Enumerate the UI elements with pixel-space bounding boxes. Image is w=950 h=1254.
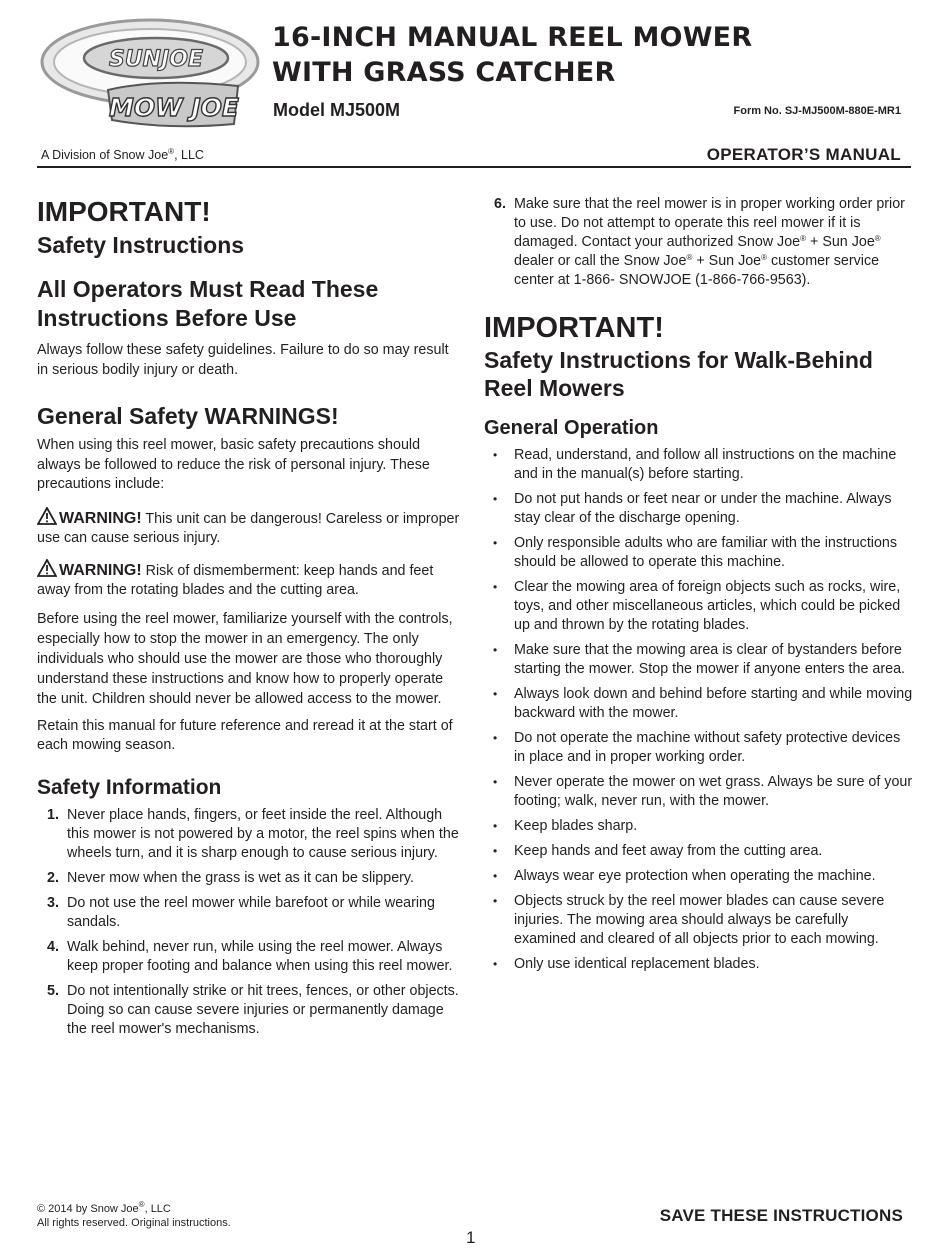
list-item: 4. Walk behind, never run, while using the reel mower. Always keep proper footing and balance when using this reel mower. bbox=[47, 938, 453, 974]
important-heading-2: IMPORTANT! bbox=[484, 312, 664, 344]
warning-label: WARNING! bbox=[59, 509, 142, 527]
warning-triangle-icon bbox=[37, 507, 57, 525]
list-item: 2. Never mow when the grass is wet as it can be slippery. bbox=[47, 869, 414, 886]
general-operation-heading: General Operation bbox=[484, 417, 659, 439]
safety-information-list bbox=[37, 806, 462, 1039]
before-using-text: Before using the reel mower, familiarize yourself with the controls, especially how to stop the mower in an emergency. The only individuals who should use the mower are those who thoroughly understand these instructions and know how to properly operate the unit. Children should never be allowed access to the mower. bbox=[37, 610, 453, 707]
warning-paragraph-1: WARNING! This unit can be dangerous! Careless or improper use can cause serious injury. bbox=[37, 507, 462, 549]
warning-triangle-icon bbox=[37, 559, 57, 577]
list-item: • Clear the mowing area of foreign objects such as rocks, wire, toys, and other miscellaneous articles, which could be picked up and thrown by the rotating blades. bbox=[493, 579, 901, 633]
list-item: • Never operate the mower on wet grass. Always be sure of your footing; walk, never run, with the mower. bbox=[493, 774, 913, 809]
list-item: • Do not put hands or feet near or under the machine. Always stay clear of the discharge opening. bbox=[493, 491, 892, 526]
warning-label: WARNING! bbox=[59, 561, 142, 579]
safety-information-list-continued bbox=[484, 195, 914, 290]
retain-text: Retain this manual for future reference and reread it at the start of each mowing season. bbox=[37, 717, 453, 753]
document-title-line2: WITH GRASS CATCHER bbox=[272, 57, 616, 88]
all-operators-heading: All Operators Must Read These Instructions Before Use bbox=[37, 276, 379, 331]
list-item: • Always wear eye protection when operating the machine. bbox=[493, 868, 876, 884]
warning-paragraph-2: WARNING! Risk of dismemberment: keep hands and feet away from the rotating blades and the cutting area. bbox=[37, 559, 462, 601]
left-column bbox=[37, 196, 462, 1045]
important-heading: IMPORTANT! bbox=[37, 196, 211, 227]
right-column bbox=[484, 195, 914, 980]
list-item: 3. Do not use the reel mower while barefoot or while wearing sandals. bbox=[47, 894, 435, 930]
list-item: 6. Make sure that the reel mower is in proper working order prior to use. Do not attempt to operate this reel mower if it is damaged. Contact your authorized Snow Joe® + Sun Joe® dealer or call the Snow Joe® + Sun Joe® customer service center at 1-866- SNOWJOE (1-866-766-9563). bbox=[494, 196, 905, 288]
model-number: Model MJ500M bbox=[273, 100, 401, 120]
list-item: • Read, understand, and follow all instructions on the machine and in the manual(s) before starting. bbox=[493, 447, 897, 482]
list-item: • Make sure that the mowing area is clear of bystanders before starting the mower. Stop the mower if anyone enters the area. bbox=[493, 642, 905, 677]
list-item: • Always look down and behind before starting and while moving backward with the mower. bbox=[493, 686, 913, 721]
walk-behind-heading: Safety Instructions for Walk-Behind Reel Mowers bbox=[484, 347, 873, 401]
copyright-notice: © 2014 by Snow Joe®, LLC All rights reserved. Original instructions. bbox=[37, 1200, 231, 1229]
document-title-line1: 16-INCH MANUAL REEL MOWER bbox=[272, 22, 753, 53]
general-operation-list bbox=[484, 446, 914, 974]
operators-manual-label: OPERATOR’S MANUAL bbox=[706, 145, 901, 164]
division-line: A Division of Snow Joe®, LLC bbox=[41, 147, 204, 162]
list-item: • Only responsible adults who are familiar with the instructions should be allowed to operate this machine. bbox=[493, 535, 898, 570]
save-instructions-label: SAVE THESE INSTRUCTIONS bbox=[659, 1206, 903, 1225]
general-warnings-heading: General Safety WARNINGS! bbox=[37, 403, 339, 429]
list-item: 5. Do not intentionally strike or hit trees, fences, or other objects. Doing so can cause severe injuries or permanently damage the reel mower's mechanisms. bbox=[47, 982, 459, 1037]
safety-instructions-heading: Safety Instructions bbox=[37, 232, 245, 258]
list-item: • Only use identical replacement blades. bbox=[493, 956, 760, 972]
always-follow-text: Always follow these safety guidelines. Failure to do so may result in serious bodily injury or death. bbox=[37, 342, 449, 378]
list-item: • Objects struck by the reel mower blades can cause severe injuries. The mowing area should always be carefully examined and cleared of all objects prior to each mowing. bbox=[493, 893, 885, 947]
list-item: • Keep hands and feet away from the cutting area. bbox=[493, 843, 823, 859]
form-number: Form No. SJ-MJ500M-880E-MR1 bbox=[733, 105, 901, 117]
list-item: 1. Never place hands, fingers, or feet inside the reel. Although this mower is not powered by a motor, the reel spins when the wheels turn, and it is sharp enough to cause serious injury. bbox=[47, 806, 459, 861]
sunjoe-mowjoe-logo bbox=[38, 12, 263, 130]
list-item: • Keep blades sharp. bbox=[493, 818, 638, 834]
logo-bottom-text: MOW JOE bbox=[108, 93, 240, 122]
when-using-text: When using this reel mower, basic safety precautions should always be followed to reduce the risk of personal injury. These precautions include: bbox=[37, 437, 430, 492]
list-item: • Do not operate the machine without safety protective devices in place and in proper working order. bbox=[493, 730, 901, 765]
safety-information-heading: Safety Information bbox=[37, 775, 222, 799]
header-divider bbox=[37, 166, 911, 168]
logo-top-text: SUNJOE bbox=[108, 47, 204, 72]
page-number: 1 bbox=[466, 1228, 476, 1247]
